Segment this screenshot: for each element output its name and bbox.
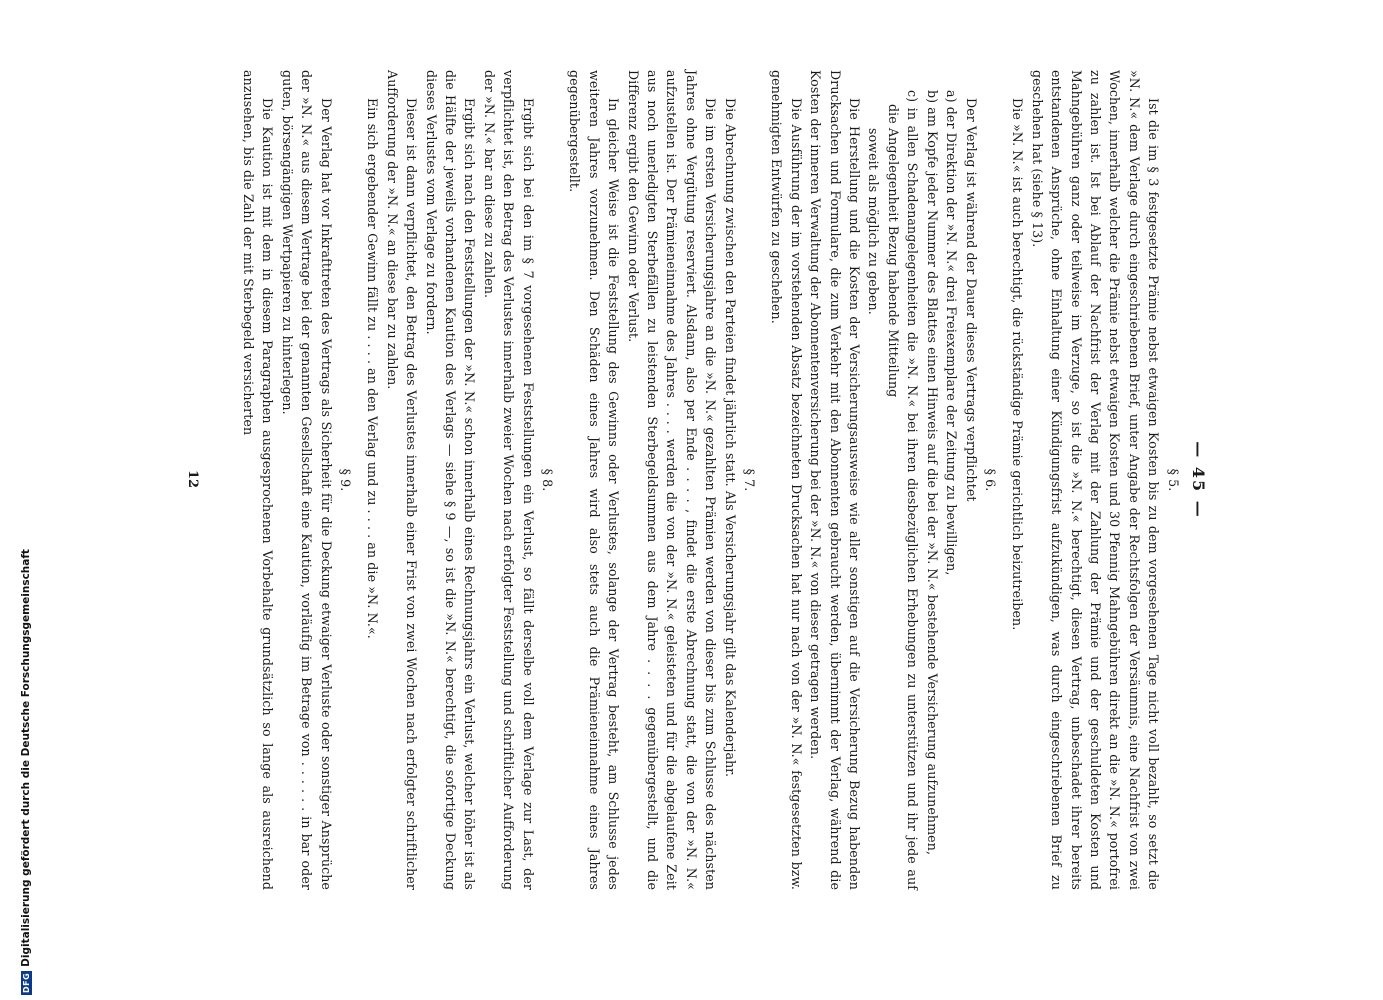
section-6-heading: § 6. <box>982 468 998 492</box>
section-8-paragraph-2: Ergibt sich nach den Feststellungen der »N. N.« schon innerhalb eines Rechnungsjahrs ein Verlust, welcher höher ist als die Hälfte der jeweils vorhandenen Kaution des Verlags — siehe § 9 —, so ist die »N. N.« berechtigt, die sofortige Deckung dieses Verlustes vom Verlage zu fordern. <box>423 70 478 890</box>
section-7-heading: § 7. <box>742 468 758 492</box>
section-6-intro: Der Verlag ist während der Dauer dieses Vertrags verpflichtet <box>963 98 979 502</box>
sheet-signature-number: 12 <box>185 470 200 489</box>
section-9-paragraph-1: Der Verlag hat vor Inkrafttreten des Vertrags als Sicherheit für die Deckung etwaiger Verluste oder sonstiger Ansprüche der »N. N.« aus diesem Vertrage bei der genannten Gesellschaft eine Kaution, vorläufig im Betrage von . . . . . . in bar oder guten, börsengängigen Wertpapieren zu hinterlegen. <box>279 70 334 890</box>
section-9-heading: § 9. <box>337 468 353 492</box>
section-7-paragraph-2: Die im ersten Versicherungsjahre an die »N. N.« gezahlten Prämien werden von dieser bis zum Schlusse des nächsten Jahres ohne Vergütung reserviert. Alsdann, also per Ende . . . . , findet die erste Abrechnung statt, die von der »N. N.« aufzustellen ist. Der Prämieneinnahme des Jahres . . . . werden die von der »N. N.« geleisteten und für die abgelaufene Zeit aus noch unerledigten Sterbefällen zu leistenden Sterbegeldsummen aus dem Jahre . . . . gegenübergestellt, und die Differenz ergibt den Gewinn oder Verlust. <box>625 70 719 890</box>
section-6-item-c-continuation: soweit als möglich zu geben. <box>866 128 882 315</box>
page-body <box>239 70 1209 890</box>
section-6-item-c: c) in allen Schadenangelegenheiten die »N. N.« bei ihren diesbezüglichen Erhebungen zu unterstützen und ihr jede auf die Angelegenheit Bezug habende Mitteilung <box>885 90 921 890</box>
section-8-paragraph-4: Ein sich ergebender Gewinn fällt zu . . . . an den Verlag und zu . . . . an die »N. N.«. <box>365 98 381 639</box>
section-8-heading: § 8. <box>540 468 555 492</box>
section-6-item-b: b) am Kopfe jeder Nummer des Blattes einen Hinweis auf die bei der »N. N.« bestehende Versicherung aufzunehmen, <box>924 90 940 856</box>
section-6-paragraph-2: Die Ausführung der im vorstehenden Absatz bezeichneten Drucksachen hat nur nach von der »N. N.« festgesetzten bzw. genehmigten Entwürfen zu geschehen. <box>769 70 804 890</box>
section-9-paragraph-2: Die Kaution ist mit dem in diesem Paragraphen ausgesprochenen Vorbehalte grundsätzlich so lange als ausreichend anzusehen, bis die Zahl der mit Sterbegeld versicherten <box>240 70 276 890</box>
section-8-paragraph-3: Dieser ist dann verpflichtet, den Betrag des Verlustes innerhalb einer Frist von zwei Wochen nach erfolgter schriftlicher Aufforderung der »N. N.« an diese bar zu zahlen. <box>384 70 420 890</box>
document-page <box>150 0 1230 1000</box>
section-6-paragraph-1: Die Herstellung und die Kosten der Versicherungsausweise wie aller sonstigen auf die Versicherung Bezug habenden Drucksachen und Formulare, die zum Verkehr mit den Abonnenten gebraucht werden, übernimmt der Verlag, während die Kosten der inneren Verwaltung der Abonnentenversicherung bei der »N. N.« von dieser getragen werden. <box>808 70 863 890</box>
section-5-heading: § 5. <box>1165 468 1181 492</box>
section-7-paragraph-1: Die Abrechnung zwischen den Parteien findet jährlich statt. Als Versicherungsjahr gilt das Kalenderjahr. <box>722 98 738 778</box>
page-number: — 45 — <box>1189 441 1208 519</box>
dfg-logo-icon: DFG <box>21 972 31 993</box>
credit-text: Digitalisierung gefördert durch die Deutsche Forschungsgemeinschaft <box>20 549 32 967</box>
section-5-paragraph-1: Ist die im § 3 festgesetzte Prämie nebst etwaigen Kosten bis zu dem vorgesehenen Tage nicht voll bezahlt, so setzt die »N. N.« dem Verlage durch eingeschriebenen Brief, unter Angabe der Rechtsfolgen der Versäumnis, eine Nachfrist von zwei Wochen, innerhalb welcher die Prämie nebst etwaigen Kosten und 30 Pfennig Mahngebühren direkt an die »N. N.« portofrei zu zahlen ist. Ist bei Ablauf der Nachfrist der Verlag mit der Zahlung der Prämie und der geschuldeten Kosten und Mahngebühren ganz oder teilweise im Verzuge, so ist die »N. N.« berechtigt, diesen Vertrag, unbeschadet ihrer bereits entstandenen Ansprüche, ohne Einhaltung einer Kündigungsfrist aufzukündigen, was durch eingeschriebenen Brief zu geschehen hat (siehe § 13). <box>1029 70 1162 890</box>
section-7-paragraph-3: In gleicher Weise ist die Feststellung des Gewinns oder Verlustes, solange der Vertrag besteht, am Schlusse jedes weiteren Jahres vorzunehmen. Den Schäden eines Jahres wird also stets auch die Prämieneinnahme eines Jahres gegenübergestellt. <box>567 70 622 890</box>
section-5-paragraph-2: Die »N. N.« ist auch berechtigt, die rückständige Prämie gerichtlich beizutreiben. <box>1010 98 1026 631</box>
section-8-paragraph-1: Ergibt sich bei den im § 7 vorgesehenen Feststellungen ein Verlust, so fällt derselbe voll dem Verlage zur Last, der verpflichtet ist, den Betrag des Verlustes innerhalb zweier Wochen nach erfolgter Feststellung und schriftlicher Aufforderung der »N. N.« bar an diese zu zahlen. <box>481 70 536 890</box>
digitization-credit <box>20 549 32 995</box>
section-6-item-a: a) der Direktion der »N. N.« drei Freiexemplare der Zeitung zu bewilligen, <box>944 90 960 576</box>
